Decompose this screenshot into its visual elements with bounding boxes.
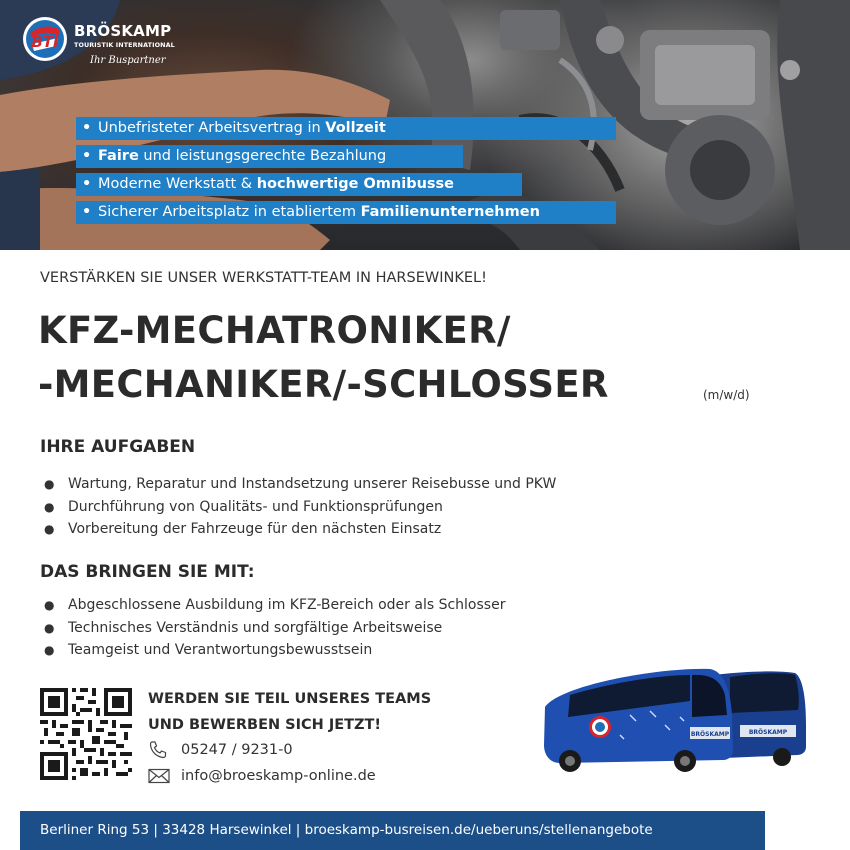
footer-separator: | (291, 822, 305, 838)
benefit-highlight: Familienunternehmen (360, 204, 540, 220)
cta-line-2: UND BEWERBEN SICH JETZT! (148, 717, 382, 733)
job-title-line-1: KFZ-MECHATRONIKER/ (38, 309, 511, 352)
list-item-text: Wartung, Reparatur und Instandsetzung unserer Reisebusse und PKW (68, 476, 557, 492)
footer-website-link[interactable]: broeskamp-busreisen.de/ueberuns/stellenangebote (304, 822, 653, 838)
list-item (44, 617, 505, 640)
benefit-item (76, 145, 463, 168)
list-item (44, 496, 556, 519)
bullet-icon: ● (44, 643, 55, 657)
benefit-text: und leistungsgerechte Bezahlung (138, 148, 387, 164)
footer-separator: | (149, 822, 163, 838)
contact-email[interactable] (148, 765, 376, 787)
bullet-icon: ● (44, 598, 55, 612)
list-item-text: Abgeschlossene Ausbildung im KFZ-Bereich oder als Schlosser (68, 597, 506, 613)
phone-icon (148, 741, 172, 759)
contact-phone[interactable] (148, 739, 293, 761)
benefit-text: Unbefristeter Arbeitsvertrag in (98, 120, 326, 136)
list-item-text: Technisches Verständnis und sorgfältige Arbeitsweise (68, 619, 443, 636)
company-logo (22, 16, 182, 76)
bullet-icon: ● (44, 499, 55, 514)
kicker-text: VERSTÄRKEN SIE UNSER WERKSTATT-TEAM IN HARSEWINKEL! (40, 270, 487, 286)
logo-brand-name: BRÖSKAMP (74, 22, 172, 40)
logo-tagline: Ihr Buspartner (90, 55, 166, 66)
footer-bar (20, 811, 765, 850)
call-to-action (148, 686, 468, 738)
bullet-icon: ● (44, 522, 55, 536)
svg-text:BTI: BTI (31, 33, 59, 51)
job-title-line-2: -MECHANIKER/-SCHLOSSER (38, 363, 609, 406)
list-item (44, 594, 505, 617)
cta-line-1: WERDEN SIE TEIL UNSERES TEAMS (148, 691, 432, 707)
email-address[interactable]: info@broeskamp-online.de (181, 768, 376, 784)
job-title-gender-suffix: (m/w/d) (703, 388, 750, 402)
tasks-list (44, 473, 556, 541)
bullet-icon: • (82, 204, 92, 220)
benefit-item (76, 201, 616, 224)
benefit-item (76, 117, 616, 140)
tasks-heading: IHRE AUFGABEN (40, 437, 196, 457)
logo-subline: TOURISTIK INTERNATIONAL (74, 41, 175, 49)
benefit-item (76, 173, 522, 196)
envelope-icon (148, 767, 172, 785)
requirements-list (44, 594, 505, 662)
qr-code[interactable] (40, 688, 132, 780)
list-item-text: Teamgeist und Verantwortungsbewusstsein (68, 642, 373, 658)
bullet-icon: ● (44, 477, 55, 491)
benefit-highlight: Faire (98, 148, 139, 164)
benefit-text: Sicherer Arbeitsplatz in etabliertem (98, 204, 361, 220)
bullet-icon: • (82, 148, 92, 164)
bus-label: BRÖSKAMP (748, 729, 788, 736)
benefit-text: Moderne Werkstatt & (98, 176, 257, 192)
footer-city: 33428 Harsewinkel (162, 822, 292, 838)
list-item-text: Durchführung von Qualitäts- und Funktionsprüfungen (68, 498, 443, 515)
bus-label: BRÖSKAMP (690, 731, 730, 738)
benefit-highlight: hochwertige Omnibusse (256, 176, 455, 192)
benefit-highlight: Vollzeit (325, 120, 386, 136)
bullet-icon: • (82, 120, 92, 136)
list-item (44, 639, 505, 662)
logo-globe-icon (22, 16, 68, 62)
hero-photo (0, 0, 850, 250)
bullet-icon: ● (44, 620, 55, 635)
benefits-list (76, 117, 616, 229)
coach-buses-image (540, 655, 810, 775)
footer-address: Berliner Ring 53 (40, 822, 150, 838)
bullet-icon: • (82, 176, 92, 192)
phone-number[interactable]: 05247 / 9231-0 (181, 742, 293, 758)
list-item (44, 473, 556, 496)
list-item-text: Vorbereitung der Fahrzeuge für den nächsten Einsatz (68, 521, 442, 537)
list-item (44, 518, 556, 541)
requirements-heading: DAS BRINGEN SIE MIT: (40, 562, 255, 582)
